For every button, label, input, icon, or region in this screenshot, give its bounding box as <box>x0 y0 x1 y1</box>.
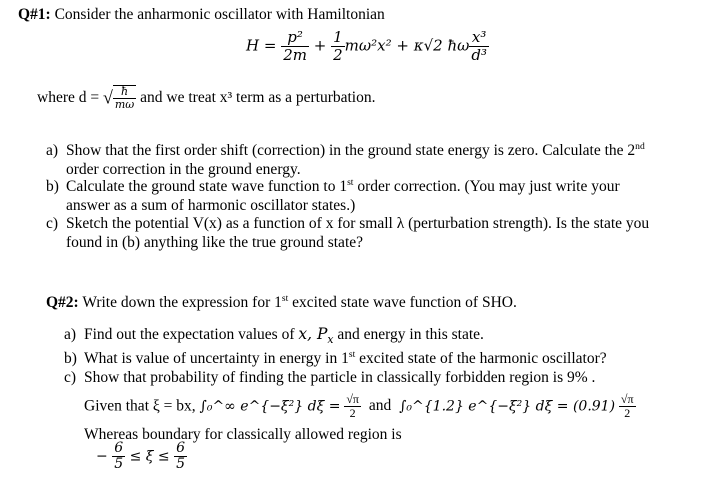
where-d-label: where d = <box>37 88 100 106</box>
item-b-pre: What is value of uncertainty in energy in 1 <box>84 350 349 368</box>
q2-item-b <box>64 349 607 368</box>
sqrt-pi-half-2 <box>619 393 636 420</box>
q1-item-b <box>46 177 620 215</box>
q2-item-c <box>64 368 607 387</box>
item-letter: a) <box>64 326 77 343</box>
item-c-text: Show that probability of finding the particle in classically forbidden region is 9% . <box>84 369 596 387</box>
six-numerator: 6 <box>176 440 186 456</box>
given-line <box>84 393 636 420</box>
five-denominator: 5 <box>114 455 124 472</box>
boundary-text: Whereas boundary for classically allowed region is <box>84 426 402 443</box>
sqrt-pi-numerator: √π <box>346 392 359 406</box>
q1-item-c <box>46 214 649 252</box>
q1-block <box>18 6 385 24</box>
d3-denominator: d³ <box>471 45 487 64</box>
one-numerator: 1 <box>333 28 343 46</box>
plus-sign: + <box>313 36 327 55</box>
d-sqrt: √ $\frac{ħ}{m\omega}$ <box>102 85 135 111</box>
integral-infinity: ∫₀^∞ e^{−ξ²} dξ = <box>199 398 341 415</box>
item-letter: a) <box>46 142 59 159</box>
item-letter: b) <box>46 178 59 195</box>
two-denominator: 2 <box>333 45 343 64</box>
item-letter: c) <box>64 369 77 387</box>
p-squared-fraction <box>281 30 309 63</box>
item-letter: c) <box>46 215 59 232</box>
q2-heading: Q#2: <box>46 294 79 311</box>
m-omega-denominator: mω <box>114 97 135 111</box>
inequality: ≤ ξ ≤ <box>129 448 170 465</box>
minus-sign: − <box>96 448 108 465</box>
item-a-vars: x, P <box>298 325 328 343</box>
item-letter: b) <box>64 350 77 368</box>
item-b-sup: st <box>348 348 356 360</box>
two-m-denominator: 2m <box>283 45 307 64</box>
five-denominator: 5 <box>176 455 186 472</box>
item-b-sup: st <box>347 176 354 188</box>
q2-items <box>64 325 607 387</box>
q2-item-a <box>64 325 607 349</box>
item-b-line1-pre: Calculate the ground state wave function to 1 <box>66 178 348 195</box>
item-c-line1: Sketch the potential V(x) as a function of x for small λ (perturbation strength). Is the state you <box>66 215 650 232</box>
item-a-sub: x <box>327 333 334 347</box>
hbar-numerator: ħ <box>113 86 136 99</box>
six-fifths-left <box>112 441 125 472</box>
item-a-sup: nd <box>635 140 645 152</box>
item-a-line1: Show that the first order shift (correction) in the ground state energy is zero. Calculate the 2 <box>66 142 636 159</box>
half-fraction <box>331 30 345 63</box>
item-b-post: excited state of the harmonic oscillator? <box>359 350 607 368</box>
q2-intro-post: excited state wave function of SHO. <box>292 294 517 311</box>
integral-1-2: ∫₀^{1.2} e^{−ξ²} dξ = (0.91) <box>399 398 616 415</box>
item-a-pre: Find out the expectation values of <box>84 326 299 343</box>
q2-intro-pre: Write down the expression for 1 <box>82 294 282 311</box>
item-b-line2: answer as a sum of harmonic oscillator states.) <box>66 197 356 214</box>
sqrt-pi-numerator: √π <box>620 392 634 406</box>
item-a-post: and energy in this state. <box>333 326 484 343</box>
six-numerator: 6 <box>114 440 124 456</box>
p2-numerator: p² <box>281 30 309 47</box>
hamiltonian-equation <box>246 30 489 63</box>
x3-numerator: x³ <box>469 30 489 47</box>
item-c-line2: found in (b) anything like the true ground state? <box>66 234 364 251</box>
boundary-inequality <box>96 441 187 472</box>
kappa-term: + κ√2 ħω <box>396 36 470 55</box>
six-fifths-right <box>174 441 187 472</box>
q2-intro-sup: st <box>281 292 289 304</box>
given-pre: Given that ξ = bx, <box>84 397 196 415</box>
x3-d3-fraction <box>469 30 489 63</box>
item-a-line2: order correction in the ground energy. <box>66 161 301 178</box>
two-denominator: 2 <box>349 405 356 420</box>
sqrt-pi-half-1 <box>344 393 361 420</box>
m-omega-x-term: mω²x² <box>344 36 392 55</box>
q2-block <box>46 294 517 312</box>
two-denominator: 2 <box>624 405 631 420</box>
where-d-line <box>37 85 376 111</box>
perturbation-note: and we treat x³ term as a perturbation. <box>140 88 376 106</box>
q1-item-a <box>46 141 645 179</box>
q1-heading: Q#1: <box>18 6 51 23</box>
hamiltonian-lhs: H = <box>246 36 277 55</box>
item-b-line1-post: order correction. (You may just write your <box>357 178 620 195</box>
q1-intro: Consider the anharmonic oscillator with Hamiltonian <box>54 6 385 23</box>
and-word: and <box>368 397 392 415</box>
